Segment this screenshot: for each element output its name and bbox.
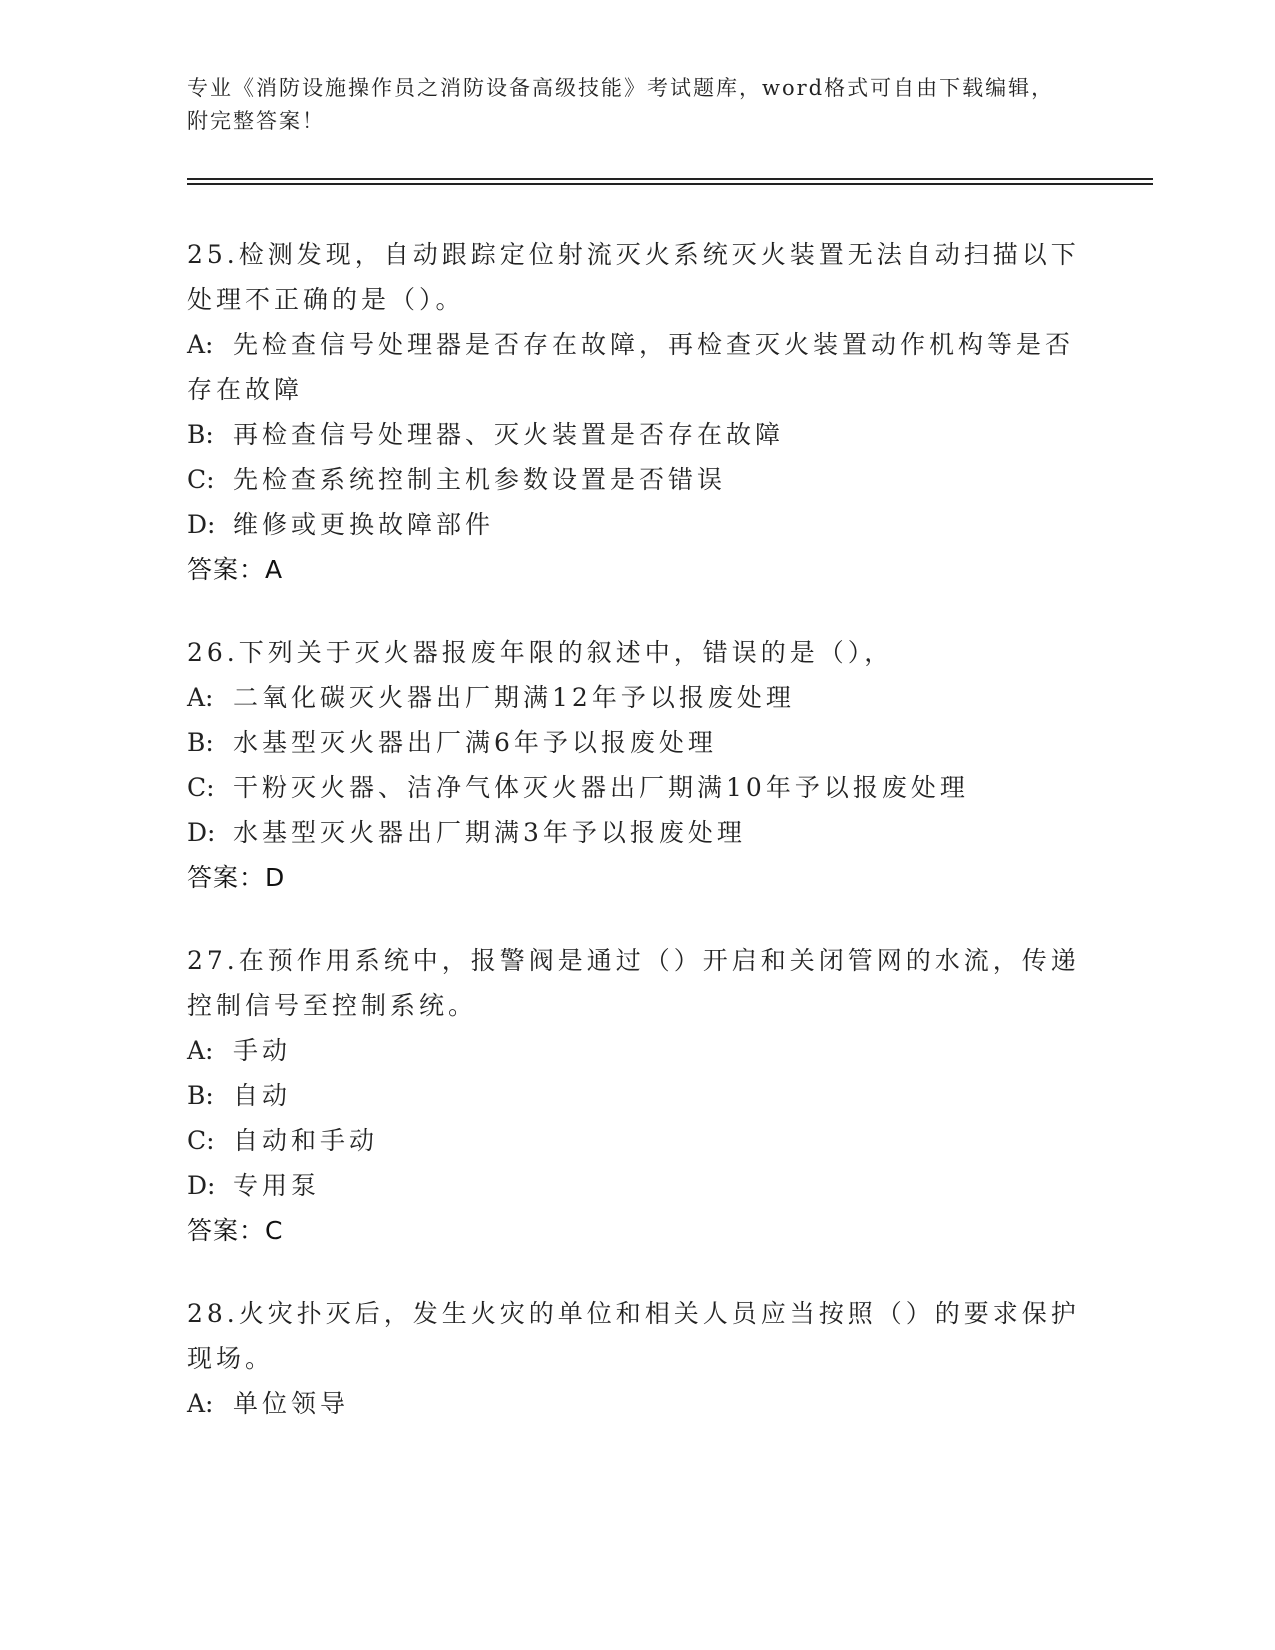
question-stem: 25.检测发现，自动跟踪定位射流灭火系统灭火装置无法自动扫描以下处理不正确的是（）。 xyxy=(187,240,1080,314)
question-25 xyxy=(187,232,1087,592)
option-b: B: 自动 xyxy=(187,1081,292,1110)
option-c: C: 先检查系统控制主机参数设置是否错误 xyxy=(187,465,727,494)
option-a: A: 单位领导 xyxy=(187,1389,350,1418)
question-stem: 28.火灾扑灭后，发生火灾的单位和相关人员应当按照（）的要求保护现场。 xyxy=(187,1299,1080,1373)
question-list xyxy=(187,232,1087,1464)
question-28 xyxy=(187,1291,1087,1426)
header-divider-bottom xyxy=(187,183,1153,185)
document-header: 专业《消防设施操作员之消防设备高级技能》考试题库，word格式可自由下载编辑，附完整答案！ xyxy=(187,76,1055,133)
option-d: D: 维修或更换故障部件 xyxy=(187,510,495,539)
question-26 xyxy=(187,630,1087,900)
header-divider-top xyxy=(187,178,1153,180)
option-b: B: 水基型灭火器出厂满6年予以报废处理 xyxy=(187,728,717,757)
answer-label: 答案：A xyxy=(187,555,284,584)
option-a: A: 手动 xyxy=(187,1036,292,1065)
question-27 xyxy=(187,938,1087,1253)
option-b: B: 再检查信号处理器、灭火装置是否存在故障 xyxy=(187,420,785,449)
option-c: C: 自动和手动 xyxy=(187,1126,379,1155)
question-stem: 26.下列关于灭火器报废年限的叙述中，错误的是（）， xyxy=(187,638,894,667)
answer-label: 答案：D xyxy=(187,863,286,892)
answer-label: 答案：C xyxy=(187,1216,284,1245)
option-d: D: 专用泵 xyxy=(187,1171,321,1200)
option-c: C: 干粉灭火器、洁净气体灭火器出厂期满10年予以报废处理 xyxy=(187,773,969,802)
option-a: A: 二氧化碳灭火器出厂期满12年予以报废处理 xyxy=(187,683,795,712)
question-stem: 27.在预作用系统中，报警阀是通过（）开启和关闭管网的水流，传递控制信号至控制系统。 xyxy=(187,946,1080,1020)
option-d: D: 水基型灭火器出厂期满3年予以报废处理 xyxy=(187,818,746,847)
option-a: A: 先检查信号处理器是否存在故障，再检查灭火装置动作机构等是否存在故障 xyxy=(187,330,1075,404)
